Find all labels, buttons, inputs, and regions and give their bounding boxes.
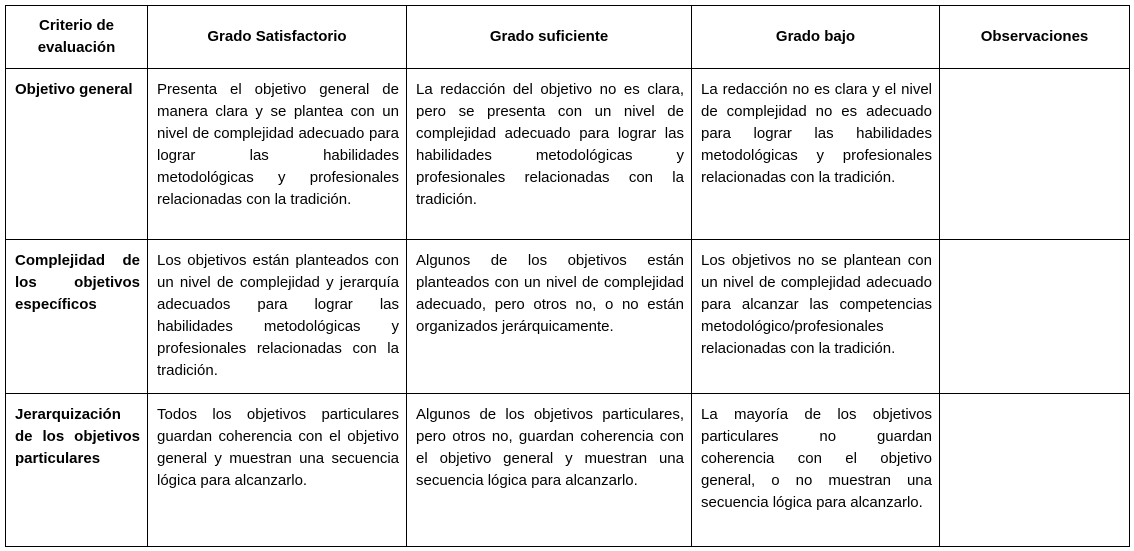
observations-cell: [940, 240, 1130, 394]
header-satisfactory-label: Grado Satisfactorio: [207, 28, 347, 45]
table-row: [6, 394, 1130, 547]
criterion-cell: [6, 69, 148, 240]
criterion-text: Objetivo general: [15, 81, 133, 98]
observations-cell: [940, 69, 1130, 240]
observations-text: [940, 240, 1129, 250]
low-text: La redacción no es clara y el nivel de complejidad no es adecuado para lograr las habilidades metodológicas y profesionales relacionadas con la tradición.: [701, 81, 932, 186]
low-cell: [692, 240, 940, 394]
satisfactory-cell: [148, 240, 407, 394]
header-sufficient: [407, 6, 692, 69]
low-cell: [692, 69, 940, 240]
low-text: La mayoría de los objetivos particulares no guardan coherencia con el objetivo general, o no muestran una secuencia lógica para alcanzarlo.: [701, 406, 932, 511]
header-criterion: [6, 6, 148, 69]
satisfactory-cell: [148, 69, 407, 240]
satisfactory-text: Presenta el objetivo general de manera clara y se plantea con un nivel de complejidad adecuado para lograr las habilidades metodológicas y profesionales relacionadas con la tradición.: [157, 81, 399, 208]
criterion-text: Complejidad de los objetivos específicos: [15, 252, 140, 313]
observations-text: [940, 394, 1129, 404]
header-observations-label: Observaciones: [980, 28, 1089, 45]
sufficient-cell: [407, 240, 692, 394]
header-satisfactory: [148, 6, 407, 69]
header-sufficient-label: Grado suficiente: [489, 28, 609, 45]
observations-text: [940, 69, 1129, 79]
low-text: Los objetivos no se plantean con un nivel de complejidad adecuado para alcanzar las competencias metodológico/profesionales relacionadas con la tradición.: [701, 252, 932, 357]
satisfactory-text: Todos los objetivos particulares guardan coherencia con el objetivo general y muestran una secuencia lógica para alcanzarlo.: [157, 406, 399, 489]
sufficient-text: Algunos de los objetivos están planteados con un nivel de complejidad adecuado, pero otros no, o no están organizados jerárquicamente.: [416, 252, 684, 335]
satisfactory-text: Los objetivos están planteados con un nivel de complejidad y jerarquía adecuados para lograr las habilidades metodológicas y profesionales relacionadas con la tradición.: [157, 252, 399, 379]
criterion-cell: [6, 240, 148, 394]
observations-cell: [940, 394, 1130, 547]
satisfactory-cell: [148, 394, 407, 547]
rubric-table: [5, 5, 1130, 547]
table-row: [6, 69, 1130, 240]
criterion-text: Jerarquización de los objetivos particulares: [15, 406, 140, 467]
sufficient-cell: [407, 394, 692, 547]
header-observations: [940, 6, 1130, 69]
sufficient-text: La redacción del objetivo no es clara, pero se presenta con un nivel de complejidad adecuado para lograr las habilidades metodológicas y profesionales relacionadas con la tradición.: [416, 81, 684, 208]
header-criterion-label: Criterio de evaluación: [37, 17, 116, 56]
table-row: [6, 240, 1130, 394]
header-low-label: Grado bajo: [775, 28, 856, 45]
header-low: [692, 6, 940, 69]
sufficient-cell: [407, 69, 692, 240]
sufficient-text: Algunos de los objetivos particulares, pero otros no, guardan coherencia con el objetivo general y muestran una secuencia lógica para alcanzarlo.: [416, 406, 684, 489]
criterion-cell: [6, 394, 148, 547]
low-cell: [692, 394, 940, 547]
table-header-row: [6, 6, 1130, 69]
